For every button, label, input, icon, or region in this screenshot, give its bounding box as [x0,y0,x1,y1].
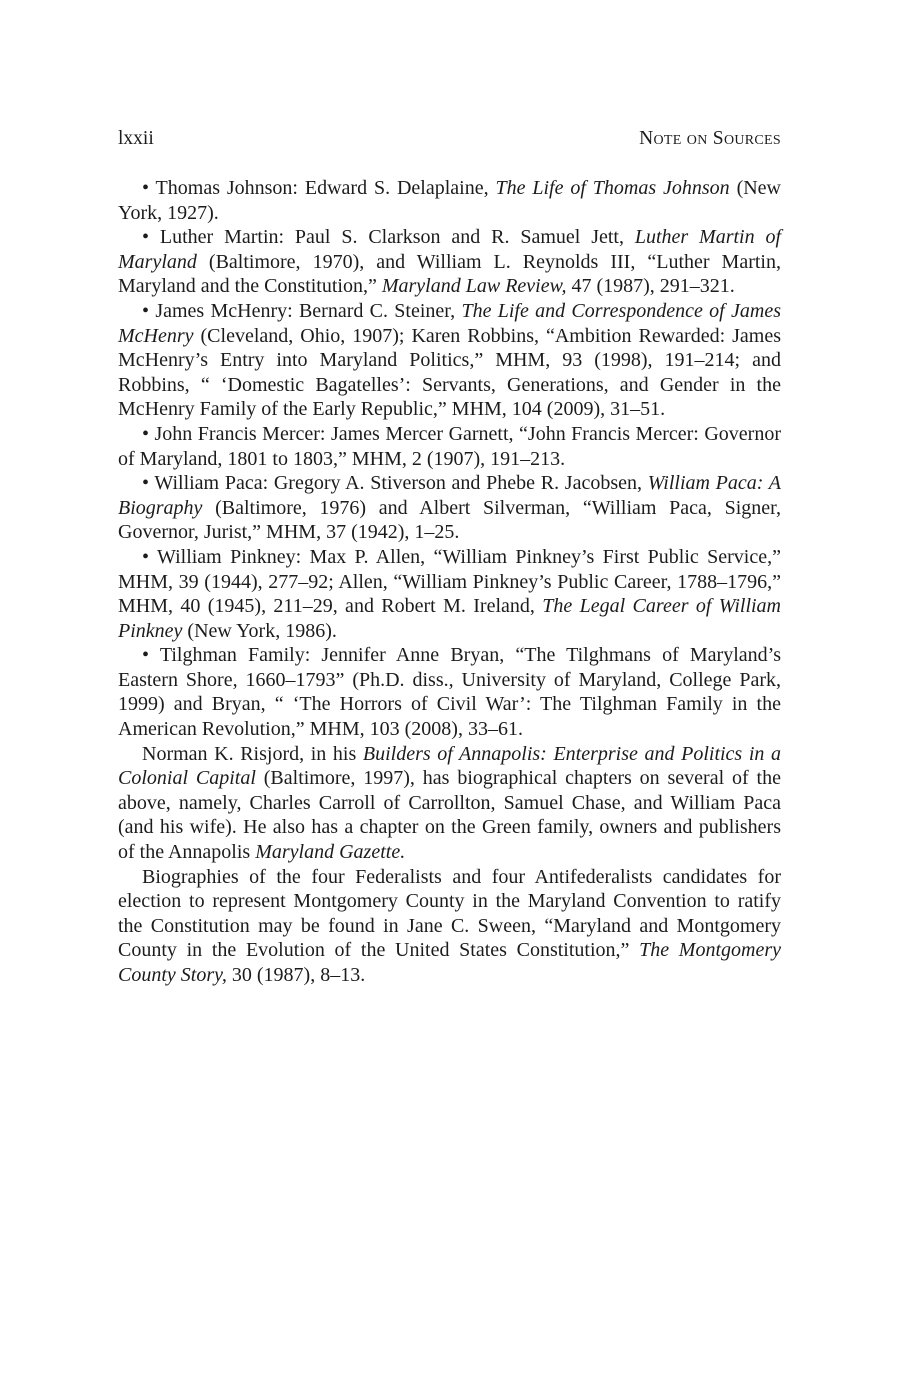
journal-title: The Montgomery County Story, [118,939,782,986]
bullet-marker: • [142,545,150,568]
book-title: The Legal Career of William Pinkney [118,595,781,642]
entry-text: William Pinkney: Max P. Allen, “William Pinkney’s First Public Service,” MHM, 39 (1944), 277–92; Allen, “William Pinkney’s Public Career, 1788–1796,” MHM, 40 (1945), 211–29, and Robert M. Ireland, [118,545,781,618]
entry-text: (Baltimore, 1976) and Albert Silverman, “William Paca, Signer, Governor, Jurist,” MHM, 37 (1942), 1–25. [118,496,781,544]
entry-text: 47 (1987), 291–321. [566,275,735,298]
entry-text: (Cleveland, Ohio, 1907); Karen Robbins, “Ambition Rewarded: James McHenry’s Entry into Maryland Politics,” MHM, 93 (1998), 191–214; and Robbins, “ ‘Domestic Bagatelles’: Servants, Generations, and Gender in the McHenry Family of the Early Republic,” MHM, 104 (2009), 31–51. [118,324,781,421]
paragraph-text: 30 (1987), 8–13. [226,964,366,986]
bullet-marker: • [142,226,150,249]
entry-text: John Francis Mercer: James Mercer Garnett, “John Francis Mercer: Governor of Maryland, 1801 to 1803,” MHM, 2 (1907), 191–213. [118,422,781,470]
paragraph-risjord [118,742,781,865]
book-title: The Life and Correspondence of James McHenry [118,299,782,347]
journal-title: Maryland Law Review, [381,275,567,298]
section-title: Note on Sources [639,128,781,149]
entry-luther-martin [118,225,781,299]
entry-text: (New York, 1927). [118,177,781,224]
entry-thomas-johnson [118,176,781,225]
document-page [118,128,781,988]
bullet-marker: • [142,472,150,495]
newspaper-title: Maryland Gazette. [255,841,406,864]
entry-john-francis-mercer [118,422,781,471]
paragraph-text: Biographies of the four Federalists and four Antifederalists candidates for election to represent Montgomery County in the Maryland Convention to ratify the Constitution may be found in Jane C. Sween, “Maryland and Montgomery County in the Evolution of the United States Constitution,” [118,865,781,962]
book-title: Luther Martin of Maryland [118,226,782,273]
entry-william-pinkney [118,545,781,643]
entry-text: Luther Martin: Paul S. Clarkson and R. Samuel Jett, [159,226,635,249]
entry-text: Tilghman Family: Jennifer Anne Bryan, “The Tilghmans of Maryland’s Eastern Shore, 1660–1793” (Ph.D. diss., University of Maryland, College Park, 1999) and Bryan, “ ‘The Horrors of Civil War’: The Tilghman Family in the American Revolution,” MHM, 103 (2008), 33–61. [118,644,781,741]
book-title: Builders of Annapolis: Enterprise and Politics in a Colonial Capital [118,742,781,790]
paragraph-text: (Baltimore, 1997), has biographical chapters on several of the above, namely, Charles Carroll of Carrollton, Samuel Chase, and William Paca (and his wife). He also has a chapter on the Green family, owners and publishers of the Annapolis [118,767,781,864]
entry-text: James McHenry: Bernard C. Steiner, [155,299,462,322]
running-head [118,128,781,156]
bullet-marker: • [142,299,150,322]
entry-william-paca [118,471,781,545]
entry-text: (New York, 1986). [182,619,337,642]
bullet-marker: • [142,422,150,445]
entry-tilghman-family [118,643,781,741]
entry-text: (Baltimore, 1970), and William L. Reynolds III, “Luther Martin, Maryland and the Constitution,” [118,250,781,298]
entry-text: Thomas Johnson: Edward S. Delaplaine, [155,177,496,199]
book-title: William Paca: A Biography [118,472,781,519]
entry-james-mchenry [118,299,781,422]
body-text [118,176,781,988]
book-title: The Life of Thomas Johnson [495,177,730,199]
entry-text: William Paca: Gregory A. Stiverson and Phebe R. Jacobsen, [154,472,648,495]
bullet-marker: • [142,177,150,199]
page-number: lxxii [118,128,154,149]
bullet-marker: • [142,644,150,667]
paragraph-text: Norman K. Risjord, in his [142,742,363,765]
paragraph-biographies [118,865,781,988]
